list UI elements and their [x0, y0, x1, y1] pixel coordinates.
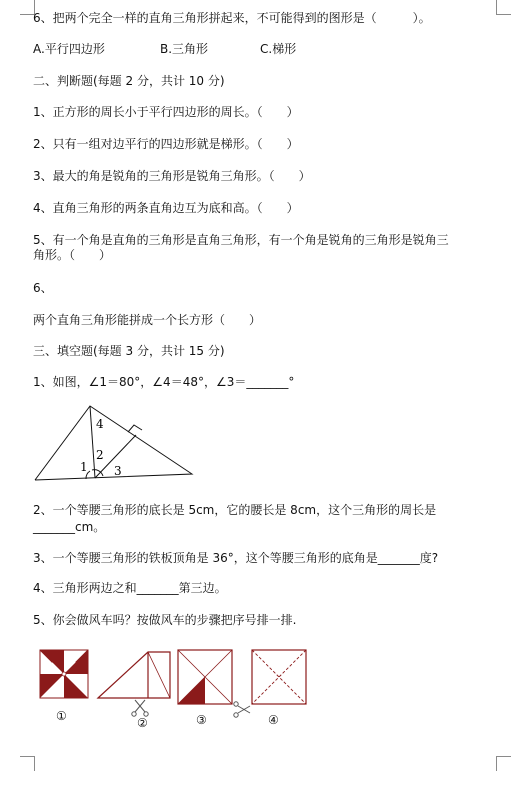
- figure-label-3: 3: [114, 464, 122, 478]
- judge-item-6-text: 两个直角三角形能拼成一个长方形（ ）: [33, 313, 262, 327]
- triangle-figure: [30, 398, 200, 488]
- step-label-3: ③: [196, 713, 207, 727]
- scissors-icon: [132, 700, 148, 716]
- step-label-2: ②: [137, 716, 148, 730]
- judge-item-1: 1、正方形的周长小于平行四边形的周长。（ ）: [33, 105, 299, 119]
- page-corner-mark: [496, 0, 511, 15]
- page-corner-mark: [496, 756, 511, 771]
- judge-item-3: 3、最大的角是锐角的三角形是锐角三角形。（ ）: [33, 169, 311, 183]
- judge-item-2: 2、只有一组对边平行的四边形就是梯形。（ ）: [33, 137, 299, 151]
- judge-item-6-number: 6、: [33, 281, 53, 295]
- q6-option-b[interactable]: B.三角形: [160, 42, 209, 56]
- fill-q2-line-1: 2、一个等腰三角形的底长是 5cm，它的腰长是 8cm，这个三角形的周长是: [33, 503, 437, 517]
- section-3-title: 三、填空题(每题 3 分，共计 15 分): [33, 344, 225, 358]
- q6-option-a[interactable]: A.平行四边形: [33, 42, 105, 56]
- q6-options: [33, 41, 296, 57]
- pinwheel-icon: [40, 650, 88, 698]
- figure-label-2: 2: [96, 448, 104, 462]
- fill-q2-line-2: _______cm。: [33, 520, 106, 534]
- q6-option-c[interactable]: C.梯形: [260, 42, 297, 56]
- scissors-icon: [234, 702, 250, 717]
- fold-step-icon: [98, 652, 170, 698]
- dashed-square-icon: [252, 650, 306, 704]
- section-2-title: 二、判断题(每题 2 分，共计 10 分): [33, 74, 225, 88]
- figure-label-4: 4: [96, 417, 104, 431]
- judge-item-5-line-2: 角形。（ ）: [33, 248, 112, 262]
- fill-q3: 3、一个等腰三角形的铁板顶角是 36°，这个等腰三角形的底角是_______度?: [33, 551, 439, 565]
- fill-q1: 1、如图，∠1＝80°，∠4＝48°，∠3＝_______°: [33, 375, 295, 389]
- step-label-4: ④: [268, 713, 279, 727]
- judge-item-4: 4、直角三角形的两条直角边互为底和高。（ ）: [33, 201, 299, 215]
- fill-q4: 4、三角形两边之和_______第三边。: [33, 581, 227, 595]
- page-corner-mark: [20, 756, 35, 771]
- judge-item-5-line-1: 5、有一个角是直角的三角形是直角三角形，有一个角是锐角的三角形是锐角三: [33, 233, 449, 247]
- step-label-1: ①: [56, 709, 67, 723]
- figure-label-1: 1: [80, 460, 88, 474]
- q6-question: 6、把两个完全一样的直角三角形拼起来，不可能得到的图形是（ ）。: [33, 11, 431, 25]
- fill-q5: 5、你会做风车吗？按做风车的步骤把序号排一排.: [33, 613, 297, 627]
- cut-square-icon: [178, 650, 232, 704]
